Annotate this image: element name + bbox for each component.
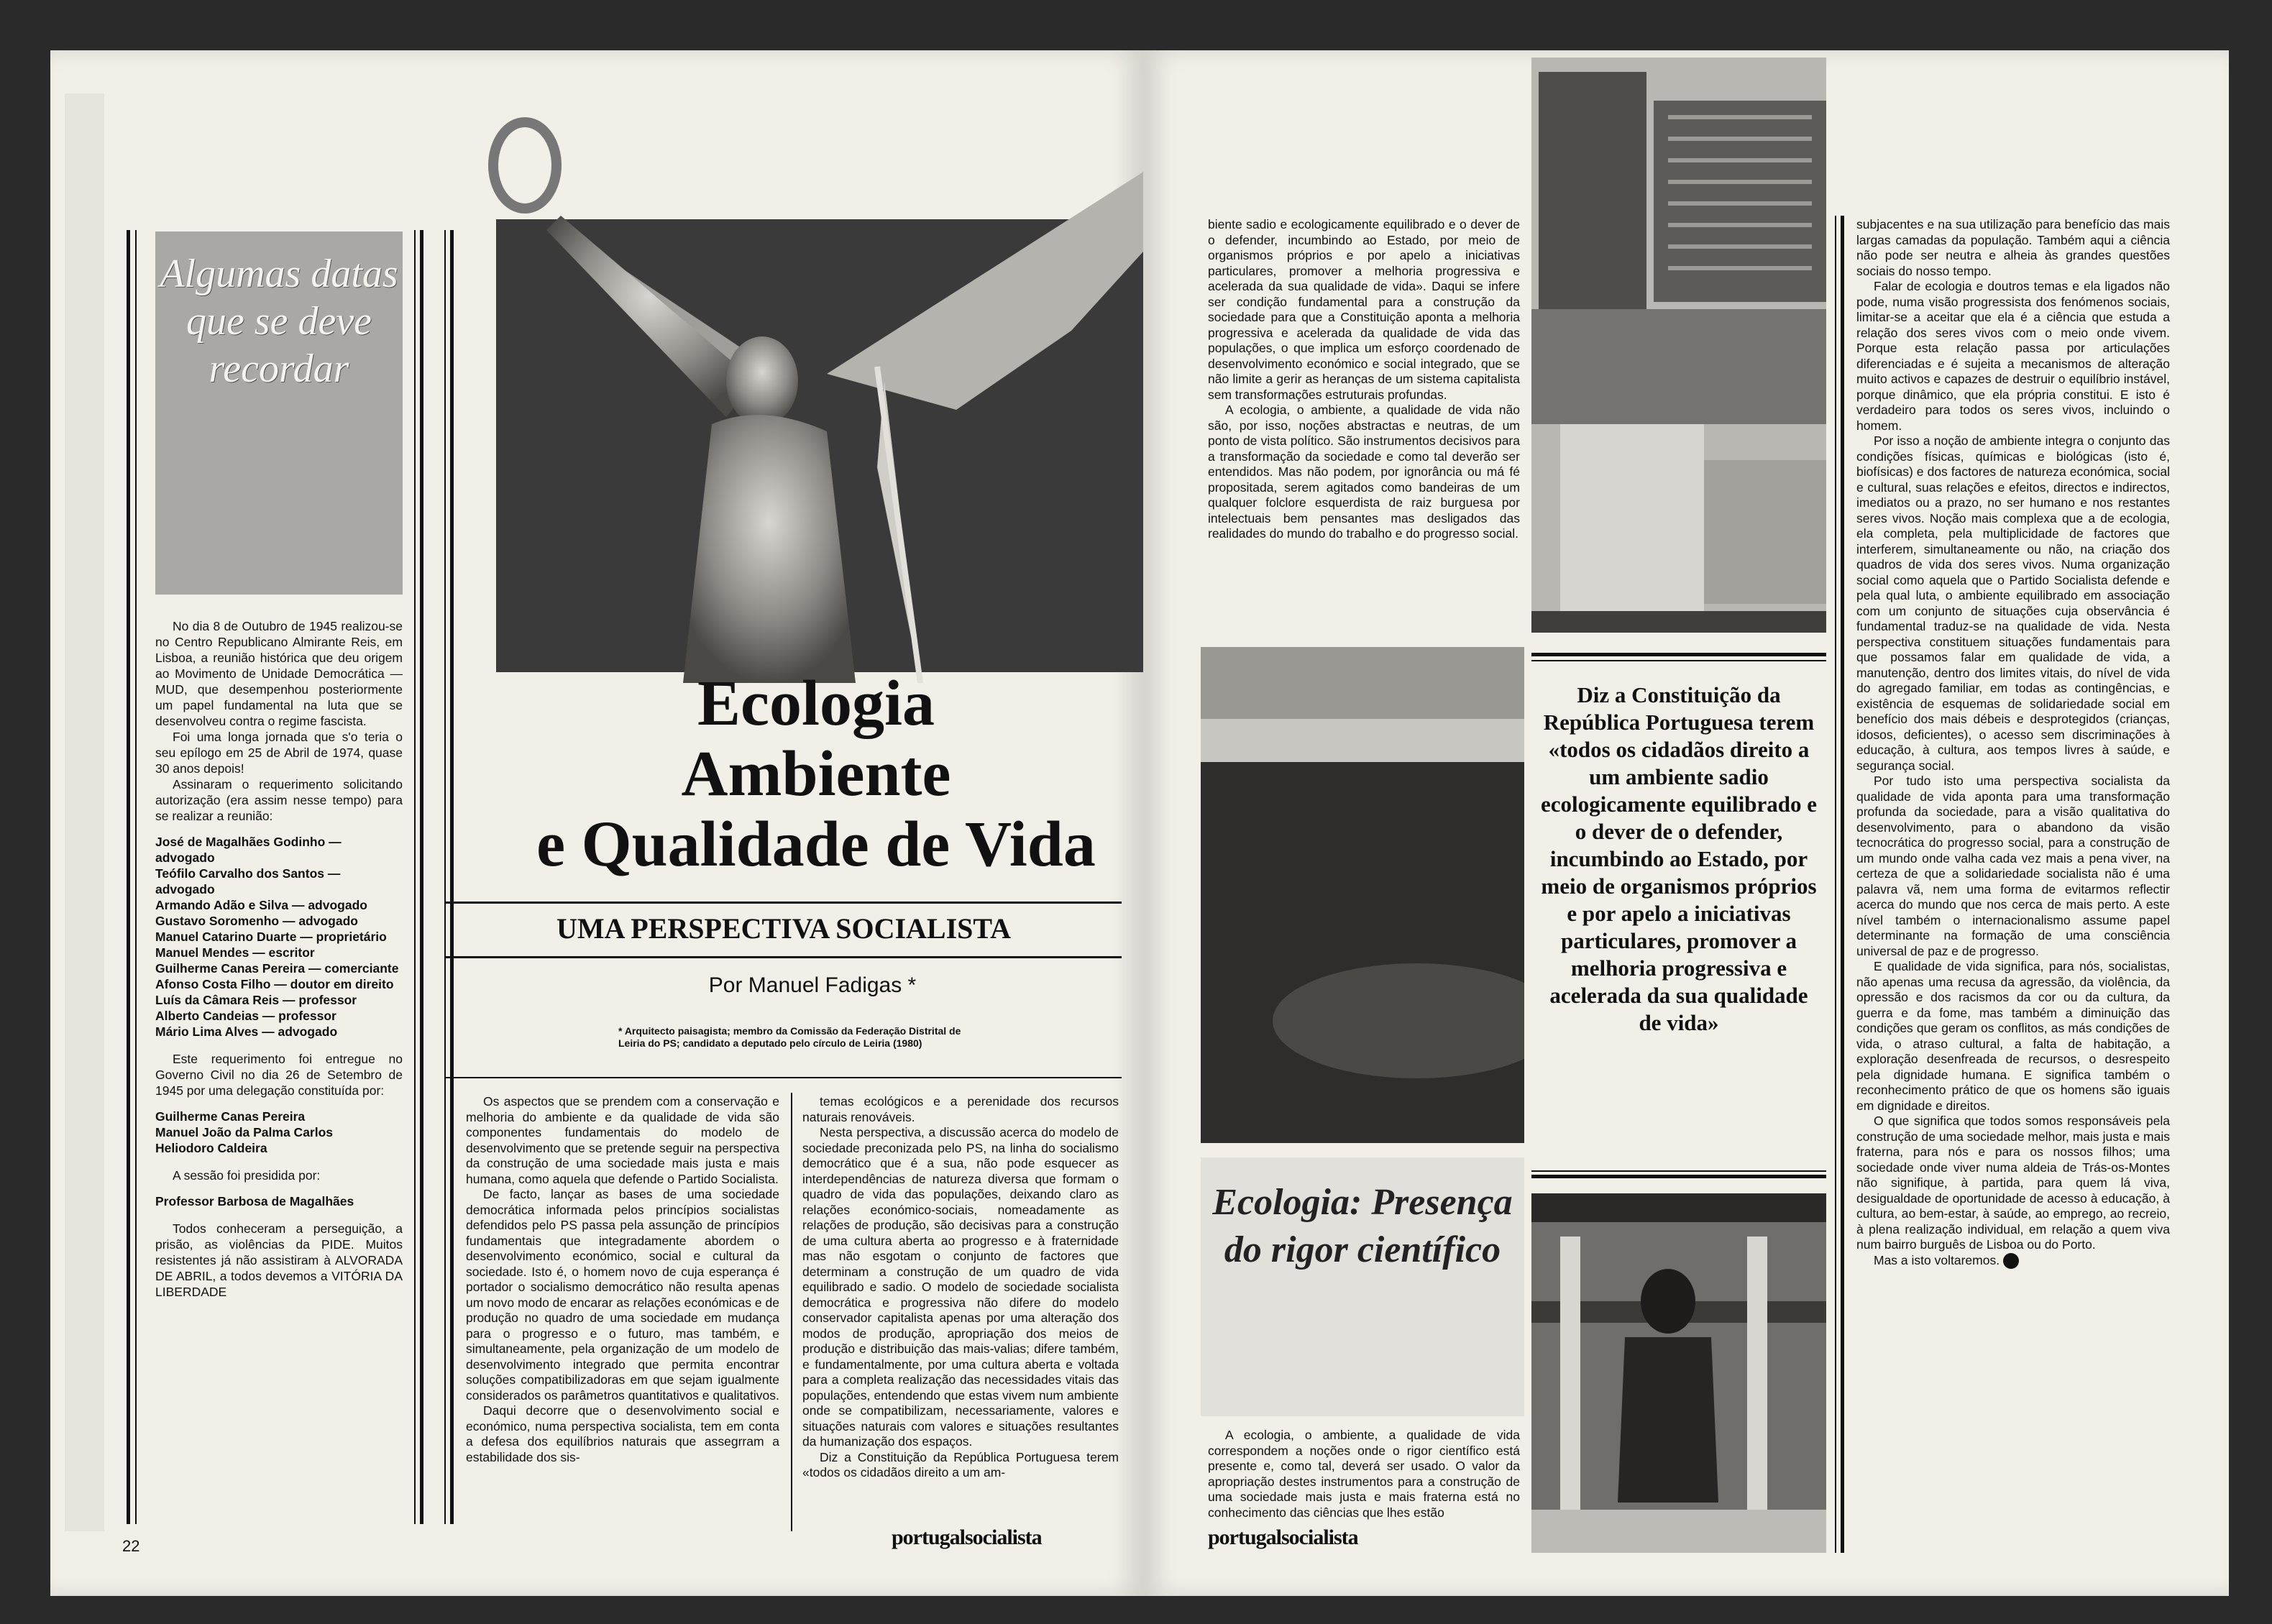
delegation-intro: Este requerimento foi entregue no Governo Civil no dia 26 de Setembro de 1945 por uma delegação constituída por:	[155, 1052, 403, 1098]
footer-logo: portugalsocialista	[892, 1526, 1042, 1549]
article-paragraph: E qualidade de vida significa, para nós, socialistas, não apenas uma recusa da agressão, da violência, da opressão e dos racismos da cor ou da cultura, da guerra e da fome, mas também a diminuição das condições que geram os conflitos, as más condições de vida, o atraso cultural, a falta de habitação, a exploração desenfreada de recursos, o desrespeito pela dignidade humana. E significa também o reconhecimento prático de que os homens são iguais em dignidade e direitos.	[1856, 959, 2170, 1113]
session-intro: A sessão foi presidida por:	[173, 1168, 321, 1183]
sidebar-paragraph: Assinaram o requerimento solicitando autorização (era assim nesse tempo) para se realizar a reunião:	[155, 777, 403, 823]
sidebar-text	[155, 618, 403, 1300]
article-title	[460, 669, 1172, 880]
signatory: José de Magalhães Godinho — advogado	[155, 835, 342, 865]
delegate: Guilherme Canas Pereira	[155, 1109, 306, 1124]
article-paragraph: Os aspectos que se prendem com a conservação e melhoria do ambiente e da qualidade de vida são componentes fundamentais do modelo de desenvolvimento que se pretende seguir na perspectiva da construção de uma sociedade mais justa e mais humana, como aquela que defende o Partido Socialista.	[466, 1094, 779, 1186]
pullquote-rule-top	[1531, 653, 1826, 656]
pull-quote: Diz a Constituição da República Portuguesa terem «todos os cidadãos direito a um ambiente sadio ecologicamente equilibrado e o dever de o defender, incumbindo ao Estado, por meio de organismos próprios e por apelo a iniciativas particulares, promover a melhoria progressiva e acelerada da sua qualidade de vida»	[1541, 682, 1817, 1035]
footer-logo: portugalsocialista	[1208, 1526, 1358, 1549]
article-title-line: Ambiente	[681, 738, 951, 809]
article-paragraph: Falar de ecologia e doutros temas e ela ligados não pode, numa visão progressista dos fenómenos sociais, limitar-se a aceitar que ela é a ciência que estuda a relação dos seres vivos com o meio onde vivem. Porque esta relação passa por articulações diferenciadas e é sujeita a mecanismos de alteração muito activos e capazes de destruir o equilíbrio instável, porque dinâmico, que ela própria constitui. E isto é verdadeiro para todos os seres vivos, incluindo o homem.	[1856, 279, 2170, 433]
signatory: Armando Adão e Silva — advogado	[155, 898, 367, 912]
article-paragraph	[1856, 1253, 2170, 1269]
ecologia-heading: Ecologia: Presença do rigor científico	[1201, 1157, 1524, 1416]
sidebar-title-box	[155, 231, 403, 595]
article-title-line: Ecologia	[697, 668, 935, 739]
delegate: Heliodoro Caldeira	[155, 1141, 267, 1155]
signatory: Teófilo Carvalho dos Santos — advogado	[155, 866, 341, 896]
sidebar-title: Algumas datas que se deve recordar	[160, 252, 398, 391]
sidebar-rule-right	[420, 230, 423, 1524]
article-paragraph: De facto, lançar as bases de uma sociedade democrática informada pelos princípios socialistas defendidos pelo PS passa pela assunção de princípios fundamentais que integradamente abordem o desenvolvimento económico, social e cultural da sociedade. Isto é, o homem novo de cuja esperança é portador o socialismo democrático não resulta apenas um novo modo de encarar as relações económicas e de produção no quadro de uma sociedade em mudança para o progresso e o futuro, mas também, e simultaneamente, pela organização de um modelo de desenvolvimento integrado que permita encontrar soluções compatibilizadoras em que sejam igualmente considerados os parâmetros quantitativos e qualitativos.	[466, 1187, 779, 1403]
title-rule	[446, 902, 1122, 904]
signatory: Manuel Catarino Duarte — proprietário	[155, 930, 387, 944]
article-paragraph: subjacentes e na sua utilização para benefício das mais largas camadas da população. Também aqui a ciência não pode ser neutra e alheia às grandes questões sociais do nosso tempo.	[1856, 217, 2170, 278]
sidebar-paragraph: Foi uma longa jornada que s'o teria o seu epílogo em 25 de Abril de 1974, quase 30 anos depois!	[155, 730, 403, 776]
sidebar-rule-left-thin	[135, 230, 137, 1524]
pullquote-rule-bottom-thin	[1531, 1170, 1826, 1172]
page-number: 22	[122, 1537, 140, 1555]
signatory: Afonso Costa Filho — doutor em direito	[155, 977, 394, 991]
pullquote-rule-top-thin	[1531, 660, 1826, 661]
column-divider-thick	[1841, 216, 1844, 1553]
signatory: Mário Lima Alves — advogado	[155, 1024, 338, 1039]
article-paragraph: A ecologia, o ambiente, a qualidade de vida correspondem a noções onde o rigor científico está presente e, como tal, deverá ser usado. O valor da apropriação destes instrumentos para a construção de uma sociedade mais justa e mais fraterna está no conhecimento das ciências que lhes estão	[1208, 1428, 1520, 1520]
article-paragraph: Por tudo isto uma perspectiva socialista da qualidade de vida aponta para uma transformação profunda da sociedade, para a visão qualitativa do desenvolvimento, para o abandono da visão tecnocrática do progresso social, para a construção de um mundo onde valha cada vez mais a pena viver, na certeza de que a solidariedade socialista não é uma palavra vã, nem uma forma de evitarmos reflectir acerca do mundo que nos cerca de mais perto. A este nível também o internacionalismo assume papel determinante na formação de uma consciência universal de paz e de progresso.	[1856, 774, 2170, 958]
article-paragraph: biente sadio e ecologicamente equilibrado e o dever de o defender, incumbindo ao Estado, por meio de organismos próprios e por apelo a iniciativas particulares, promover a melhoria progressiva e acelerada da sua qualidade de vida». Daqui se infere ser condição fundamental para a construção da sociedade para que a Constituição aponta a melhoria progressiva e acelerada da qualidade de vida das populações, o que implica um esforço coordenado de desenvolvimento económico e social integrado, que se não limite a gerir as heranças de um sistema capitalista sem transformações estruturais profundas.	[1208, 217, 1520, 402]
column-divider	[1835, 216, 1836, 1553]
signatory: Gustavo Soromenho — advogado	[155, 914, 358, 928]
president: Professor Barbosa de Magalhães	[155, 1194, 354, 1208]
article-rule-left-thin	[444, 230, 446, 1524]
left-page	[50, 50, 1143, 1596]
end-mark-icon	[2003, 1253, 2019, 1269]
sidebar-rule-left	[127, 230, 130, 1524]
child-photo	[1531, 1193, 1826, 1553]
footnote-rule	[446, 1077, 1122, 1078]
article-subtitle: UMA PERSPECTIVA SOCIALISTA	[556, 912, 1011, 945]
article-title-line: e Qualidade de Vida	[536, 809, 1096, 880]
article-footnote: * Arquitecto paisagista; membro da Comissão da Federação Distrital de Leiria do PS; candidato a deputado pelo círculo de Leiria (1980)	[618, 1025, 961, 1049]
article-column-2	[802, 1094, 1119, 1481]
article-paragraph: O que significa que todos somos responsáveis pela construção de uma sociedade melhor, mais justa e mais fraterna, para nós e para os nossos filhos; uma sociedade onde viver numa aldeia de Trás-os-Montes não signifique, à partida, para quem lá viva, desigualdade de oportunidade de acesso à educação, à cultura, ao bem-estar, à saúde, ao emprego, ao recreio, à plena realização individual, em relação a quem viva num bairro burguês de Lisboa ou do Porto.	[1856, 1114, 2170, 1252]
signatory: Alberto Candeias — professor	[155, 1009, 336, 1023]
right-column-3	[1856, 217, 2170, 1269]
right-page	[1143, 50, 2229, 1596]
article-paragraph: temas ecológicos e a perenidade dos recursos naturais renováveis.	[802, 1094, 1119, 1124]
article-paragraph: Diz a Constituição da República Portuguesa terem «todos os cidadãos direito a um am-	[802, 1449, 1119, 1480]
article-paragraph: Daqui decorre que o desenvolvimento social e económico, numa perspectiva socialista, tem em conta a defesa dos equilíbrios naturais que assegrram a estabilidade dos sis-	[466, 1403, 779, 1464]
article-paragraph: Por isso a noção de ambiente integra o conjunto das condições físicas, químicas e biológicas (isto é, biofísicas) e dos factores de natureza económica, social e cultural, suas relações e efeitos, directos e indirectos, imediatos ou a prazo, no ser humano e nos restantes seres vivos. Noção mais complexa que a de ecologia, ela completa, pela multiplicidade de factores que interferem, simultaneamente ou não, na criação dos quadros de vida dos seres vivos. Numa organização social como aquela que o Partido Socialista defende e pela qual luta, o ambiente equilibrado em associação com um conjunto de situações cuja observância é fundamental traduz-se na qualidade de vida. Nesta perspectiva constituem situações fundamentais para que possamos falar em qualidade de vida, a manutenção, dentro dos limites vitais, do nível de vida do agregado familiar, em todas as contingências, e existência de esquemas de solidariedade social em benefício dos mais débeis e desprotegidos (crianças, idosos, deficientes), o acesso sem discriminações à educação, à cultura, aos tempos livres à saúde, e segurança social.	[1856, 433, 2170, 773]
subtitle-rule	[446, 956, 1122, 958]
signatory: Guilherme Canas Pereira — comerciante	[155, 961, 399, 976]
article-byline: Por Manuel Fadigas *	[708, 973, 917, 997]
sidebar-paragraph: No dia 8 de Outubro de 1945 realizou-se no Centro Republicano Almirante Reis, em Lisboa, a reunião histórica que deu origem ao Movimento de Unidade Democrática — MUD, que desempenhou posteriormente um papel fundamental na luta que se desenvolveu contra o regime fascista.	[155, 619, 403, 728]
article-paragraph: Nesta perspectiva, a discussão acerca do modelo de sociedade preconizada pelo PS, na linha do socialismo democrático que é a sua, não pode esquecer as interdependências de natureza diversa que formam o quadro de vida das populações, deixando claro as relações económico-sociais, nomeadamente as relações de produção, são decisivas para a construção de uma cultura aberta ao progresso e à fraternidade mas não esgotam o conjunto de factores que determinam a construção de um quadro de vida equilibrado e sadio. O modelo de sociedade socialista democrática e progressiva não difere do modelo conservador capitalista apenas por uma alteração dos modos de produção, apropriação dos meios de produção e distribuição das mais-valias; difere também, e fundamentalmente, por uma cultura aberta e voltada para a completa realização das necessidades vitais das populações, entendendo que estas vivem num ambiente onde se compatibilizam, necessariamente, valores e situações naturais com valores e situações resultantes da humanização dos espaços.	[802, 1125, 1119, 1449]
sidebar-rule-right-thin	[414, 230, 416, 1524]
sidebar-closing: Todos conheceram a perseguição, a prisão, as violências da PIDE. Muitos resistentes já não assistiram à ALVORADA DE ABRIL, a todos devemos a VITÓRIA DA LIBERDADE	[155, 1221, 403, 1299]
landscape-photo	[1201, 647, 1524, 1143]
article-column-1	[466, 1094, 779, 1465]
delegate: Manuel João da Palma Carlos	[155, 1125, 334, 1139]
column-divider	[791, 1093, 792, 1531]
right-column-1-top	[1208, 217, 1520, 542]
page-edge-strip	[65, 93, 104, 1531]
signatory: Luís da Câmara Reis — professor	[155, 993, 357, 1007]
closing-sentence: Mas a isto voltaremos.	[1874, 1252, 2000, 1267]
signatory: Manuel Mendes — escritor	[155, 945, 315, 960]
right-column-1-bottom	[1208, 1428, 1520, 1520]
housing-photo	[1531, 58, 1826, 633]
article-paragraph: A ecologia, o ambiente, a qualidade de vida não são, por isso, noções abstractas e neutras, de um ponto de vista político. São instrumentos decisivos para a transformação da sociedade e como tal deverão ser entendidos. Mas não podem, por ignorância ou má fé propositada, serem agitados como bandeiras de um qualquer folclore esquerdista de raiz burguesa por intelectuais bem pensantes mas desligados das realidades do mundo do trabalho e do progresso social.	[1208, 403, 1520, 541]
pullquote-rule-bottom	[1531, 1175, 1826, 1178]
winged-victory-photo	[453, 65, 1179, 683]
